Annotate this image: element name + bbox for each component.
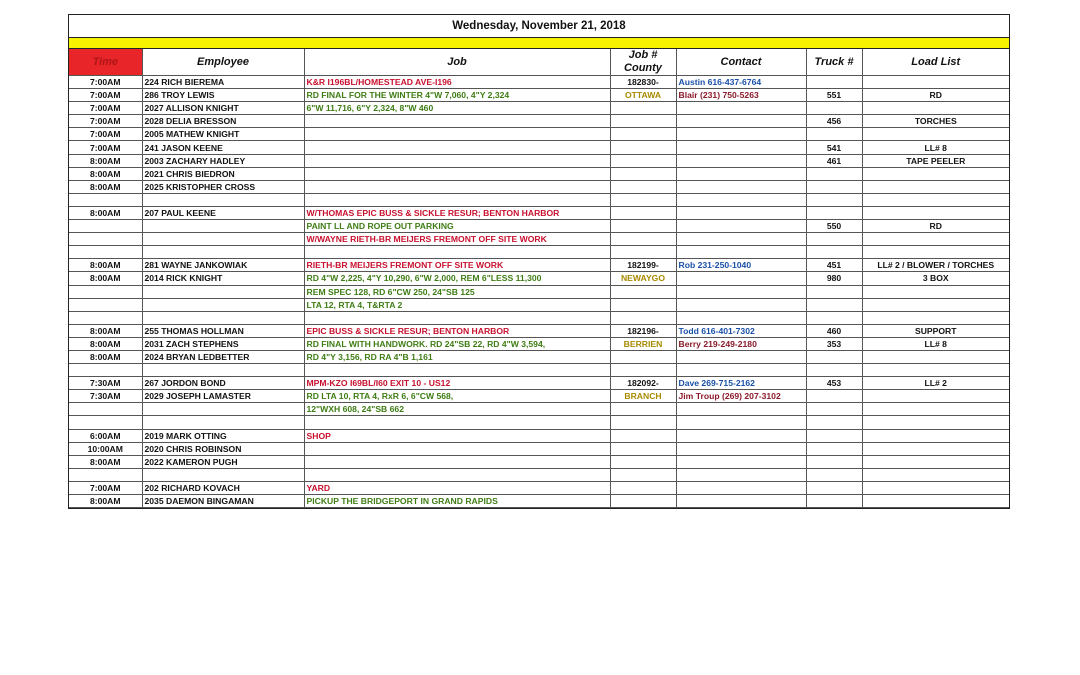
truck-cell	[806, 416, 862, 429]
job-cell: K&R I196BL/HOMESTEAD AVE-I196	[304, 76, 610, 89]
time-cell: 8:00AM	[69, 337, 142, 350]
job-cell: RD LTA 10, RTA 4, RxR 6, 6"CW 568,	[304, 390, 610, 403]
job-cell: PAINT LL AND ROPE OUT PARKING	[304, 220, 610, 233]
contact-cell: Austin 616-437-6764	[676, 76, 806, 89]
employee-cell	[142, 233, 304, 246]
header-county-label: County	[624, 62, 662, 74]
load-list-cell	[862, 206, 1009, 219]
employee-cell: 241 JASON KEENE	[142, 141, 304, 154]
employee-cell	[142, 416, 304, 429]
time-cell: 8:00AM	[69, 180, 142, 193]
table-row	[69, 390, 1009, 403]
job-cell	[304, 455, 610, 468]
load-list-cell	[862, 390, 1009, 403]
job-cell: PICKUP THE BRIDGEPORT IN GRAND RAPIDS	[304, 495, 610, 508]
load-list-cell: LL# 8	[862, 337, 1009, 350]
header-employee: Employee	[142, 49, 304, 76]
contact-cell	[676, 416, 806, 429]
load-list-cell: LL# 8	[862, 141, 1009, 154]
employee-cell: 2003 ZACHARY HADLEY	[142, 154, 304, 167]
truck-cell: 460	[806, 324, 862, 337]
time-cell: 8:00AM	[69, 206, 142, 219]
table-row	[69, 167, 1009, 180]
employee-cell: 2014 RICK KNIGHT	[142, 272, 304, 285]
employee-cell: 2021 CHRIS BIEDRON	[142, 167, 304, 180]
job-number-cell	[610, 455, 676, 468]
job-number-cell	[610, 495, 676, 508]
job-cell	[304, 115, 610, 128]
table-row	[69, 455, 1009, 468]
job-cell: 6"W 11,716, 6"Y 2,324, 8"W 460	[304, 102, 610, 115]
time-cell: 8:00AM	[69, 154, 142, 167]
job-number-cell: 182830-	[610, 76, 676, 89]
contact-cell	[676, 429, 806, 442]
employee-cell: 255 THOMAS HOLLMAN	[142, 324, 304, 337]
time-cell	[69, 311, 142, 324]
header-time: Time	[69, 49, 142, 76]
contact-cell	[676, 233, 806, 246]
job-cell: LTA 12, RTA 4, T&RTA 2	[304, 298, 610, 311]
job-number-cell: NEWAYGO	[610, 272, 676, 285]
job-number-cell	[610, 102, 676, 115]
truck-cell	[806, 364, 862, 377]
employee-cell: 281 WAYNE JANKOWIAK	[142, 259, 304, 272]
table-row	[69, 364, 1009, 377]
job-number-cell	[610, 167, 676, 180]
job-number-cell: 182196-	[610, 324, 676, 337]
time-cell: 7:30AM	[69, 377, 142, 390]
time-cell: 7:00AM	[69, 481, 142, 494]
employee-cell: 2028 DELIA BRESSON	[142, 115, 304, 128]
employee-cell	[142, 246, 304, 259]
job-number-cell	[610, 364, 676, 377]
load-list-cell: LL# 2	[862, 377, 1009, 390]
time-cell	[69, 220, 142, 233]
table-row	[69, 102, 1009, 115]
contact-cell	[676, 220, 806, 233]
contact-cell	[676, 272, 806, 285]
time-cell: 8:00AM	[69, 455, 142, 468]
load-list-cell	[862, 455, 1009, 468]
schedule-table	[69, 49, 1009, 508]
load-list-cell: RD	[862, 89, 1009, 102]
employee-cell: 2024 BRYAN LEDBETTER	[142, 350, 304, 363]
table-row	[69, 298, 1009, 311]
table-row	[69, 442, 1009, 455]
truck-cell	[806, 429, 862, 442]
contact-cell	[676, 455, 806, 468]
table-row	[69, 128, 1009, 141]
load-list-cell: TAPE PEELER	[862, 154, 1009, 167]
truck-cell	[806, 76, 862, 89]
time-cell: 6:00AM	[69, 429, 142, 442]
load-list-cell: TORCHES	[862, 115, 1009, 128]
job-number-cell	[610, 233, 676, 246]
table-row	[69, 154, 1009, 167]
load-list-cell	[862, 285, 1009, 298]
employee-cell: 2025 KRISTOPHER CROSS	[142, 180, 304, 193]
job-cell	[304, 141, 610, 154]
job-cell: SHOP	[304, 429, 610, 442]
load-list-cell	[862, 233, 1009, 246]
employee-cell: 2029 JOSEPH LAMASTER	[142, 390, 304, 403]
truck-cell	[806, 468, 862, 481]
job-number-cell: BERRIEN	[610, 337, 676, 350]
job-cell	[304, 246, 610, 259]
truck-cell: 456	[806, 115, 862, 128]
contact-cell	[676, 403, 806, 416]
employee-cell	[142, 403, 304, 416]
time-cell	[69, 364, 142, 377]
truck-cell: 461	[806, 154, 862, 167]
truck-cell	[806, 102, 862, 115]
load-list-cell	[862, 468, 1009, 481]
table-row	[69, 115, 1009, 128]
job-number-cell	[610, 350, 676, 363]
contact-cell	[676, 311, 806, 324]
table-row	[69, 141, 1009, 154]
job-number-cell	[610, 115, 676, 128]
employee-cell: 2005 MATHEW KNIGHT	[142, 128, 304, 141]
header-job: Job	[304, 49, 610, 76]
employee-cell	[142, 220, 304, 233]
job-cell	[304, 167, 610, 180]
contact-cell	[676, 141, 806, 154]
time-cell	[69, 233, 142, 246]
time-cell: 8:00AM	[69, 324, 142, 337]
table-row	[69, 233, 1009, 246]
job-number-cell	[610, 128, 676, 141]
job-cell: RIETH-BR MEIJERS FREMONT OFF SITE WORK	[304, 259, 610, 272]
employee-cell: 286 TROY LEWIS	[142, 89, 304, 102]
table-row	[69, 246, 1009, 259]
table-row	[69, 76, 1009, 89]
job-cell	[304, 193, 610, 206]
contact-cell: Berry 219-249-2180	[676, 337, 806, 350]
employee-cell	[142, 298, 304, 311]
job-cell: RD 4"Y 3,156, RD RA 4"B 1,161	[304, 350, 610, 363]
table-row	[69, 180, 1009, 193]
time-cell	[69, 246, 142, 259]
time-cell: 7:30AM	[69, 390, 142, 403]
load-list-cell: LL# 2 / BLOWER / TORCHES	[862, 259, 1009, 272]
employee-cell: 267 JORDON BOND	[142, 377, 304, 390]
header-highlight-bar	[69, 38, 1009, 49]
job-cell: REM SPEC 128, RD 6"CW 250, 24"SB 125	[304, 285, 610, 298]
contact-cell	[676, 154, 806, 167]
header-job-number	[610, 49, 676, 76]
job-number-cell: 182092-	[610, 377, 676, 390]
contact-cell	[676, 298, 806, 311]
time-cell: 8:00AM	[69, 259, 142, 272]
load-list-cell	[862, 429, 1009, 442]
table-row	[69, 495, 1009, 508]
employee-cell	[142, 285, 304, 298]
contact-cell	[676, 246, 806, 259]
truck-cell: 980	[806, 272, 862, 285]
job-cell: MPM-KZO I69BL/I60 EXIT 10 - US12	[304, 377, 610, 390]
contact-cell: Jim Troup (269) 207-3102	[676, 390, 806, 403]
employee-cell: 202 RICHARD KOVACH	[142, 481, 304, 494]
time-cell: 8:00AM	[69, 495, 142, 508]
truck-cell	[806, 167, 862, 180]
job-number-cell	[610, 180, 676, 193]
table-row	[69, 272, 1009, 285]
contact-cell	[676, 495, 806, 508]
contact-cell	[676, 167, 806, 180]
contact-cell	[676, 180, 806, 193]
truck-cell	[806, 311, 862, 324]
table-row	[69, 285, 1009, 298]
job-number-cell	[610, 141, 676, 154]
job-cell	[304, 154, 610, 167]
time-cell	[69, 403, 142, 416]
time-cell: 8:00AM	[69, 350, 142, 363]
employee-cell: 2031 ZACH STEPHENS	[142, 337, 304, 350]
contact-cell: Rob 231-250-1040	[676, 259, 806, 272]
table-row	[69, 416, 1009, 429]
job-number-cell	[610, 220, 676, 233]
contact-cell	[676, 468, 806, 481]
employee-cell	[142, 311, 304, 324]
time-cell: 8:00AM	[69, 167, 142, 180]
load-list-cell: 3 BOX	[862, 272, 1009, 285]
job-cell: RD 4"W 2,225, 4"Y 10,290, 6"W 2,000, REM 6"LESS 11,300	[304, 272, 610, 285]
header-load-list: Load List	[862, 49, 1009, 76]
header-contact: Contact	[676, 49, 806, 76]
truck-cell: 453	[806, 377, 862, 390]
job-number-cell	[610, 403, 676, 416]
header-truck: Truck #	[806, 49, 862, 76]
load-list-cell: SUPPORT	[862, 324, 1009, 337]
time-cell: 7:00AM	[69, 76, 142, 89]
contact-cell	[676, 285, 806, 298]
job-cell	[304, 442, 610, 455]
load-list-cell	[862, 180, 1009, 193]
load-list-cell	[862, 495, 1009, 508]
job-cell: RD FINAL WITH HANDWORK. RD 24"SB 22, RD 4"W 3,594,	[304, 337, 610, 350]
truck-cell	[806, 390, 862, 403]
table-row	[69, 259, 1009, 272]
truck-cell	[806, 481, 862, 494]
job-number-cell: 182199-	[610, 259, 676, 272]
contact-cell	[676, 102, 806, 115]
employee-cell: 2019 MARK OTTING	[142, 429, 304, 442]
table-row	[69, 481, 1009, 494]
job-cell: EPIC BUSS & SICKLE RESUR; BENTON HARBOR	[304, 324, 610, 337]
schedule-sheet	[68, 14, 1010, 509]
truck-cell: 353	[806, 337, 862, 350]
job-number-cell	[610, 206, 676, 219]
employee-cell	[142, 193, 304, 206]
table-row	[69, 311, 1009, 324]
load-list-cell	[862, 246, 1009, 259]
load-list-cell	[862, 416, 1009, 429]
truck-cell	[806, 206, 862, 219]
table-row	[69, 468, 1009, 481]
employee-cell	[142, 468, 304, 481]
contact-cell	[676, 206, 806, 219]
time-cell	[69, 468, 142, 481]
employee-cell: 224 RICH BIEREMA	[142, 76, 304, 89]
load-list-cell	[862, 442, 1009, 455]
header-job-number-label: Job #	[628, 49, 658, 61]
load-list-cell	[862, 167, 1009, 180]
contact-cell: Todd 616-401-7302	[676, 324, 806, 337]
job-number-cell: BRANCH	[610, 390, 676, 403]
job-number-cell: OTTAWA	[610, 89, 676, 102]
load-list-cell: RD	[862, 220, 1009, 233]
truck-cell	[806, 246, 862, 259]
load-list-cell	[862, 481, 1009, 494]
truck-cell	[806, 193, 862, 206]
contact-cell	[676, 481, 806, 494]
employee-cell: 207 PAUL KEENE	[142, 206, 304, 219]
table-row	[69, 206, 1009, 219]
employee-cell: 2027 ALLISON KNIGHT	[142, 102, 304, 115]
table-header-row	[69, 49, 1009, 76]
job-number-cell	[610, 298, 676, 311]
job-number-cell	[610, 468, 676, 481]
truck-cell	[806, 495, 862, 508]
truck-cell	[806, 442, 862, 455]
job-number-cell	[610, 285, 676, 298]
job-cell: 12"WXH 608, 24"SB 662	[304, 403, 610, 416]
table-row	[69, 89, 1009, 102]
contact-cell: Blair (231) 750-5263	[676, 89, 806, 102]
time-cell: 7:00AM	[69, 128, 142, 141]
truck-cell: 551	[806, 89, 862, 102]
contact-cell: Dave 269-715-2162	[676, 377, 806, 390]
contact-cell	[676, 128, 806, 141]
job-number-cell	[610, 481, 676, 494]
job-cell	[304, 128, 610, 141]
load-list-cell	[862, 403, 1009, 416]
contact-cell	[676, 442, 806, 455]
table-row	[69, 377, 1009, 390]
job-cell	[304, 180, 610, 193]
contact-cell	[676, 364, 806, 377]
load-list-cell	[862, 128, 1009, 141]
job-cell: W/THOMAS EPIC BUSS & SICKLE RESUR; BENTON HARBOR	[304, 206, 610, 219]
truck-cell	[806, 180, 862, 193]
employee-cell: 2035 DAEMON BINGAMAN	[142, 495, 304, 508]
time-cell	[69, 193, 142, 206]
job-cell: W/WAYNE RIETH-BR MEIJERS FREMONT OFF SITE WORK	[304, 233, 610, 246]
table-row	[69, 403, 1009, 416]
truck-cell	[806, 285, 862, 298]
truck-cell	[806, 233, 862, 246]
contact-cell	[676, 115, 806, 128]
table-row	[69, 337, 1009, 350]
truck-cell	[806, 350, 862, 363]
schedule-date-title: Wednesday, November 21, 2018	[69, 15, 1009, 38]
contact-cell	[676, 350, 806, 363]
load-list-cell	[862, 298, 1009, 311]
truck-cell	[806, 128, 862, 141]
table-row	[69, 193, 1009, 206]
load-list-cell	[862, 350, 1009, 363]
time-cell	[69, 416, 142, 429]
load-list-cell	[862, 311, 1009, 324]
time-cell: 7:00AM	[69, 141, 142, 154]
load-list-cell	[862, 102, 1009, 115]
time-cell	[69, 298, 142, 311]
job-number-cell	[610, 246, 676, 259]
truck-cell: 550	[806, 220, 862, 233]
table-row	[69, 350, 1009, 363]
job-cell: RD FINAL FOR THE WINTER 4"W 7,060, 4"Y 2,324	[304, 89, 610, 102]
table-row	[69, 324, 1009, 337]
job-number-cell	[610, 442, 676, 455]
job-number-cell	[610, 311, 676, 324]
job-cell	[304, 416, 610, 429]
employee-cell	[142, 364, 304, 377]
time-cell: 7:00AM	[69, 115, 142, 128]
time-cell: 8:00AM	[69, 272, 142, 285]
load-list-cell	[862, 76, 1009, 89]
truck-cell	[806, 403, 862, 416]
time-cell: 7:00AM	[69, 102, 142, 115]
employee-cell: 2020 CHRIS ROBINSON	[142, 442, 304, 455]
job-cell	[304, 311, 610, 324]
time-cell	[69, 285, 142, 298]
job-number-cell	[610, 154, 676, 167]
time-cell: 10:00AM	[69, 442, 142, 455]
table-row	[69, 429, 1009, 442]
job-number-cell	[610, 429, 676, 442]
schedule-rows	[69, 76, 1009, 508]
job-cell	[304, 468, 610, 481]
job-number-cell	[610, 416, 676, 429]
truck-cell: 451	[806, 259, 862, 272]
table-row	[69, 220, 1009, 233]
job-number-cell	[610, 193, 676, 206]
load-list-cell	[862, 364, 1009, 377]
contact-cell	[676, 193, 806, 206]
load-list-cell	[862, 193, 1009, 206]
employee-cell: 2022 KAMERON PUGH	[142, 455, 304, 468]
truck-cell	[806, 298, 862, 311]
job-cell	[304, 364, 610, 377]
truck-cell: 541	[806, 141, 862, 154]
time-cell: 7:00AM	[69, 89, 142, 102]
job-cell: YARD	[304, 481, 610, 494]
truck-cell	[806, 455, 862, 468]
